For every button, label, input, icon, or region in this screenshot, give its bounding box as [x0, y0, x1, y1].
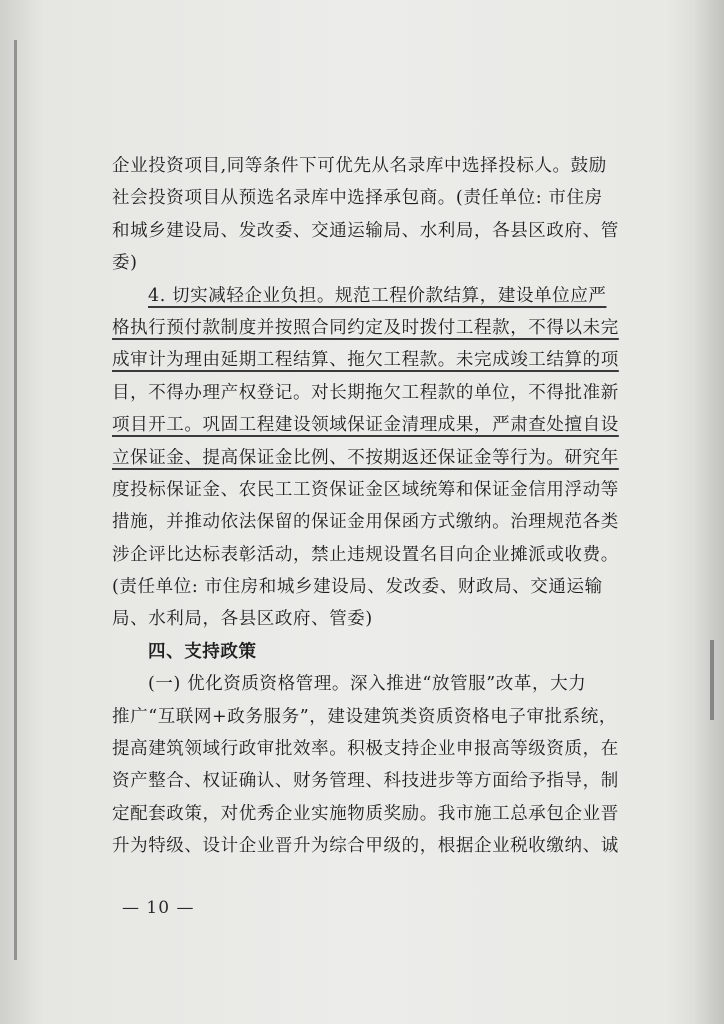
section-heading: 四、支持政策 [148, 641, 257, 662]
scan-edge-left [14, 40, 17, 960]
text-line: 提高建筑领域行政审批效率。积极支持企业申报高等级资质，在 [112, 739, 619, 760]
text-line: 推广“互联网+政务服务”，建设建筑类资质资格电子审批系统， [112, 706, 617, 727]
text-line: 目，不得办理产权登记。对长期拖欠工程款的单位，不得批准新 [112, 382, 619, 403]
text-line-underlined: 4. 切实减轻企业负担。规范工程价款结算，建设单位应严 [148, 285, 607, 306]
scan-shadow [694, 0, 724, 1024]
text-line: 度投标保证金、农民工工资保证金区域统筹和保证金信用浮动等 [112, 479, 619, 500]
page-number: — 10 — [122, 898, 195, 918]
text-line: 定配套政策，对优秀企业实施物质奖励。我市施工总承包企业晋 [112, 803, 619, 824]
text-line-underlined: 格执行预付款制度并按照合同约定及时拨付工程款，不得以未完 [112, 317, 619, 338]
text-line-underlined: 立保证金、提高保证金比例、不按期返还保证金等行为。研究年 [112, 447, 619, 468]
text-line: 委) [112, 253, 138, 274]
text-line: 措施，并推动依法保留的保证金用保函方式缴纳。治理规范各类 [112, 512, 619, 533]
text-line-underlined: 成审计为理由延期工程结算、拖欠工程款。未完成竣工结算的项 [112, 350, 619, 371]
text-line: (责任单位: 市住房和城乡建设局、发改委、财政局、交通运输 [112, 577, 603, 598]
text-line: 资产整合、权证确认、财务管理、科技进步等方面给予指导，制 [112, 771, 619, 792]
text-line-underlined: 项目开工。巩固工程建设领域保证金清理成果，严肃查处擅自设 [112, 415, 619, 436]
text-line: 涉企评比达标表彰活动，禁止违规设置名目向企业摊派或收费。 [112, 544, 619, 565]
text-line: 局、水利局，各县区政府、管委) [112, 609, 373, 630]
text-line: 企业投资项目,同等条件下可优先从名录库中选择投标人。鼓励 [112, 156, 607, 176]
text-line: 和城乡建设局、发改委、交通运输局、水利局，各县区政府、管 [112, 220, 619, 241]
text-line: 升为特级、设计企业晋升为综合甲级的，根据企业税收缴纳、诚 [112, 836, 619, 857]
body-text [112, 150, 632, 863]
text-line: (一) 优化资质资格管理。深入推进“放管服”改革，大力 [148, 674, 587, 695]
text-line: 社会投资项目从预选名录库中选择承包商。(责任单位: 市住房 [112, 188, 603, 209]
